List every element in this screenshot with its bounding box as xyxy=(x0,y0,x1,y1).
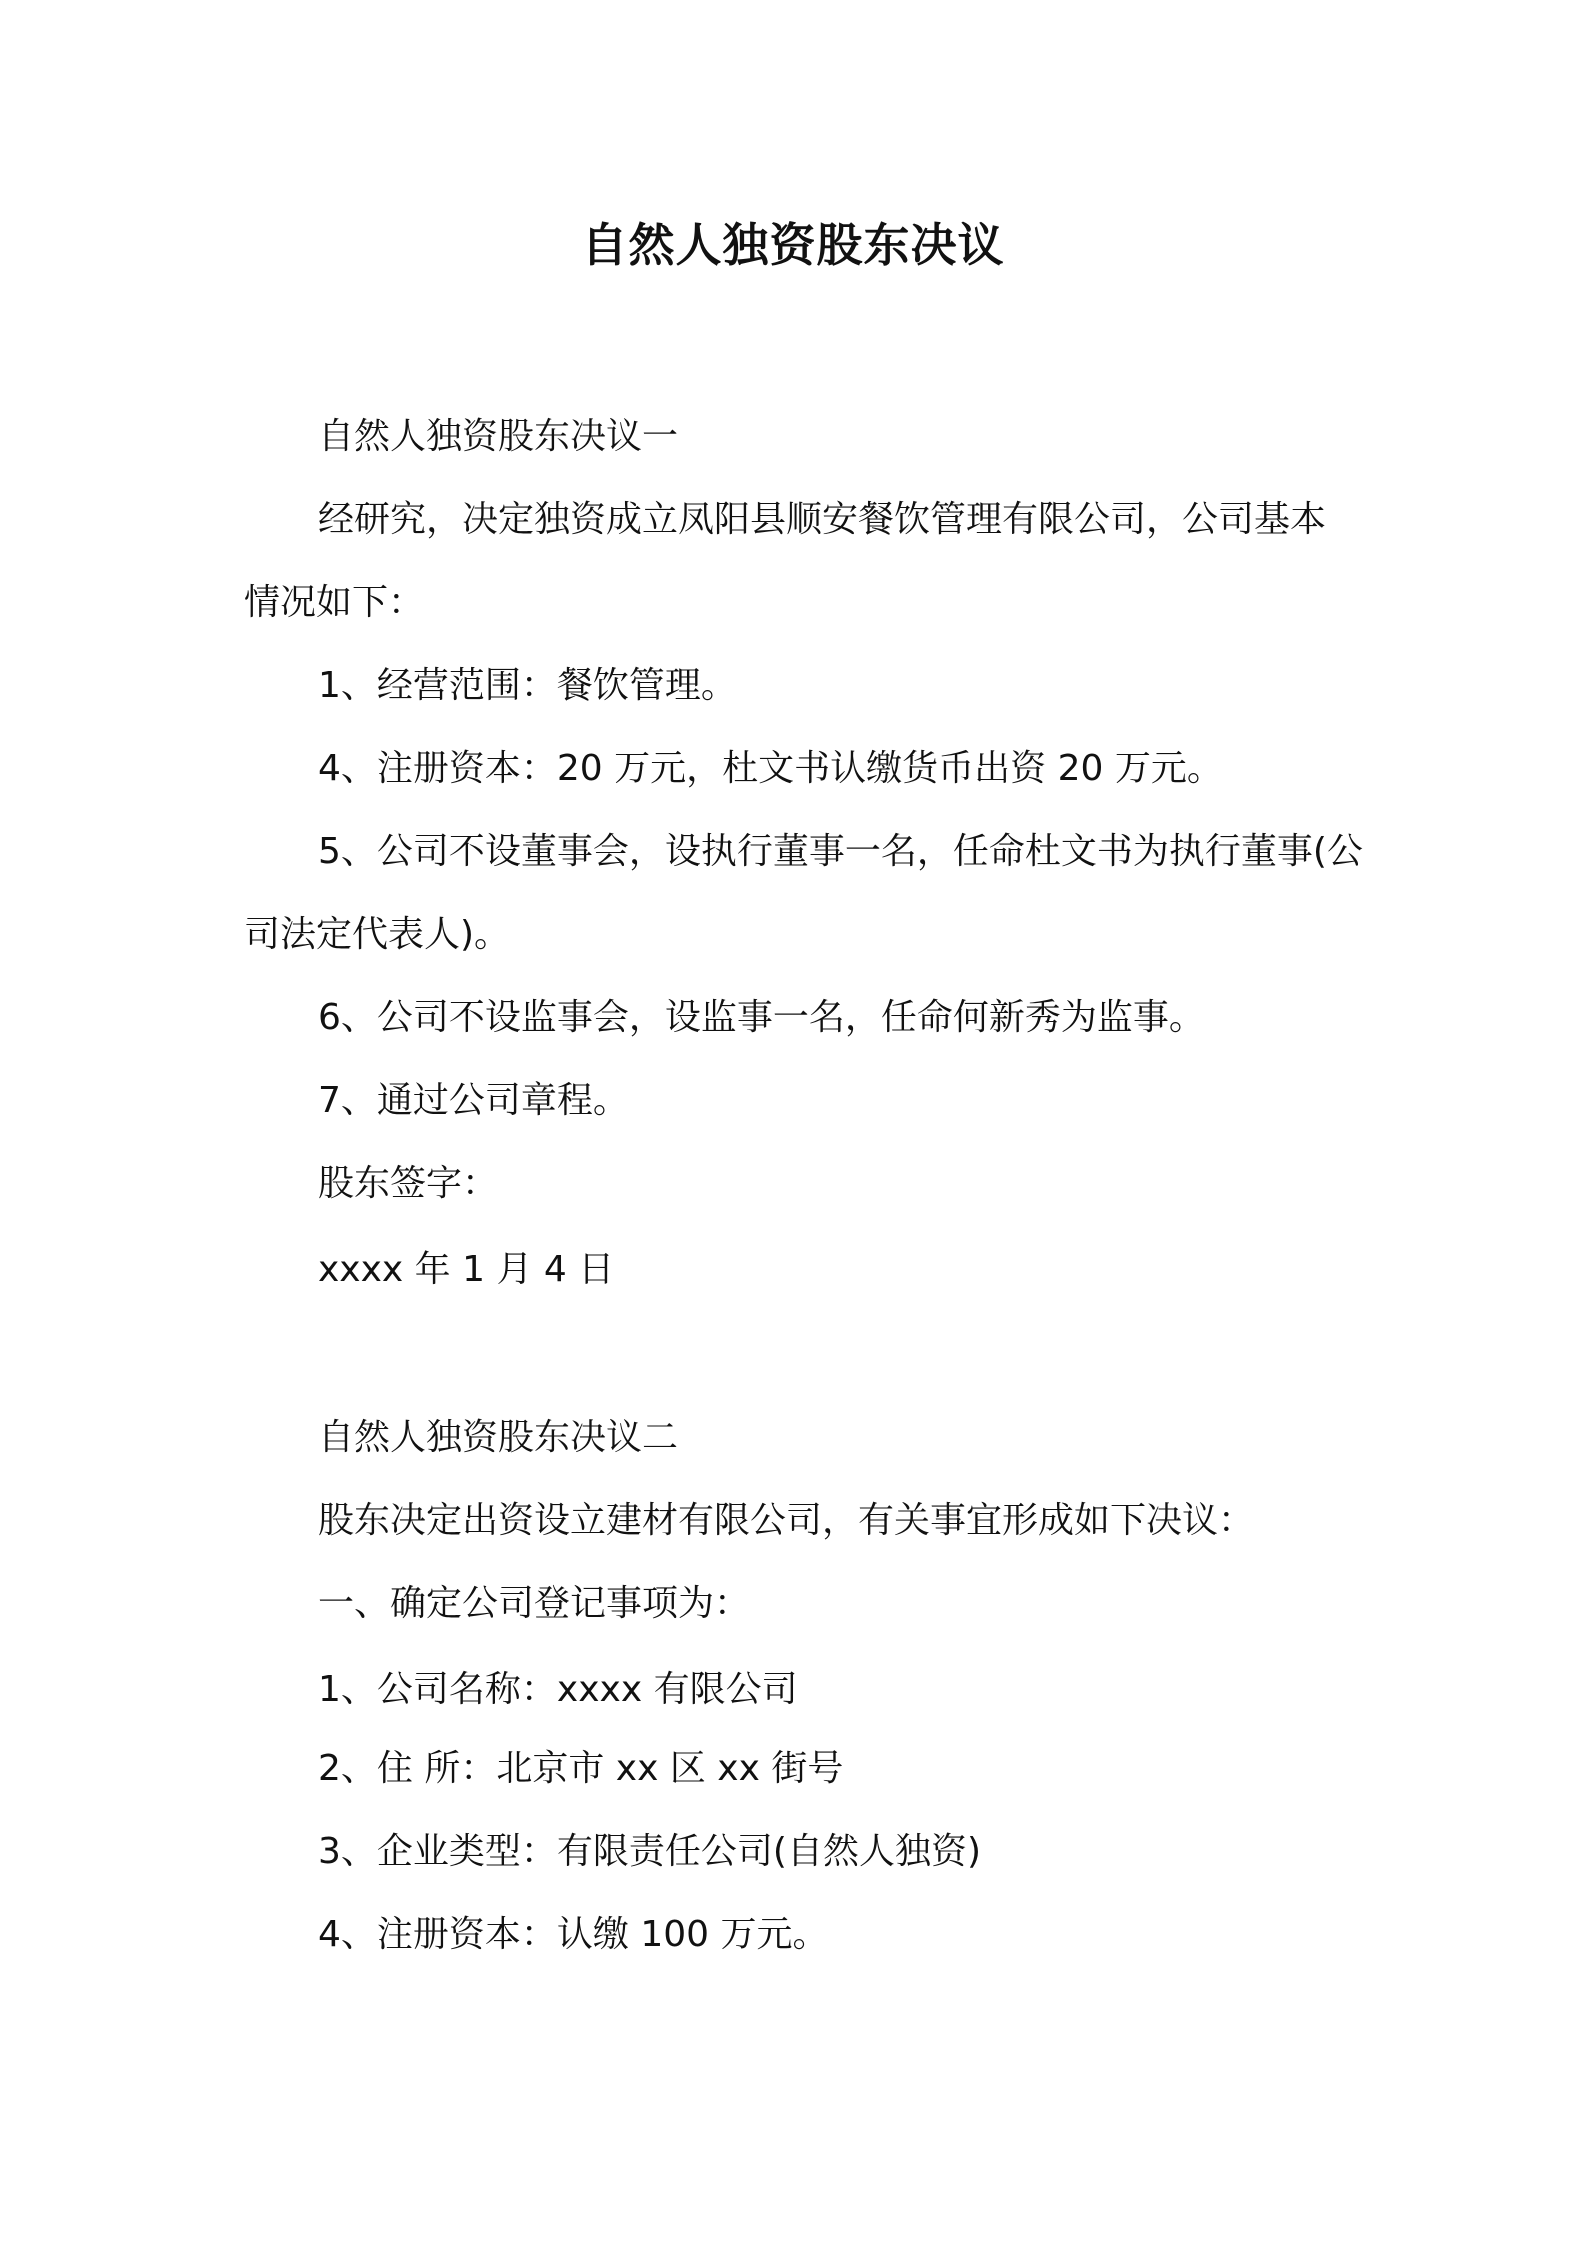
section1-item-7: 7、通过公司章程。 xyxy=(318,1080,629,1121)
document-title: 自然人独资股东决议 xyxy=(581,218,1005,272)
section1-item-1: 1、经营范围：餐饮管理。 xyxy=(318,665,737,706)
section2-item-4: 4、注册资本：认缴 100 万元。 xyxy=(318,1914,829,1955)
section2-intro: 股东决定出资设立建材有限公司，有关事宜形成如下决议： xyxy=(318,1500,1255,1541)
section1-date: xxxx 年 1 月 4 日 xyxy=(318,1249,615,1290)
section1-item-5-line2: 司法定代表人)。 xyxy=(244,914,511,955)
section1-signature-label: 股东签字： xyxy=(318,1163,499,1204)
section1-item-5-line1: 5、公司不设董事会，设执行董事一名，任命杜文书为执行董事(公 xyxy=(318,831,1363,872)
section1-item-4: 4、注册资本：20 万元，杜文书认缴货币出资 20 万元。 xyxy=(318,748,1223,789)
section2-item-2: 2、住 所：北京市 xx 区 xx 街号 xyxy=(318,1748,844,1789)
section1-intro-line2: 情况如下： xyxy=(244,582,425,623)
section1-intro-line1: 经研究，决定独资成立凤阳县顺安餐饮管理有限公司，公司基本 xyxy=(318,499,1327,540)
section2-item-1: 1、公司名称：xxxx 有限公司 xyxy=(318,1669,798,1710)
section2-item-3: 3、企业类型：有限责任公司(自然人独资) xyxy=(318,1831,981,1872)
section1-heading: 自然人独资股东决议一 xyxy=(318,416,679,457)
section2-subheading: 一、确定公司登记事项为： xyxy=(318,1583,751,1624)
section1-item-6: 6、公司不设监事会，设监事一名，任命何新秀为监事。 xyxy=(318,997,1205,1038)
section2-heading: 自然人独资股东决议二 xyxy=(318,1417,679,1458)
